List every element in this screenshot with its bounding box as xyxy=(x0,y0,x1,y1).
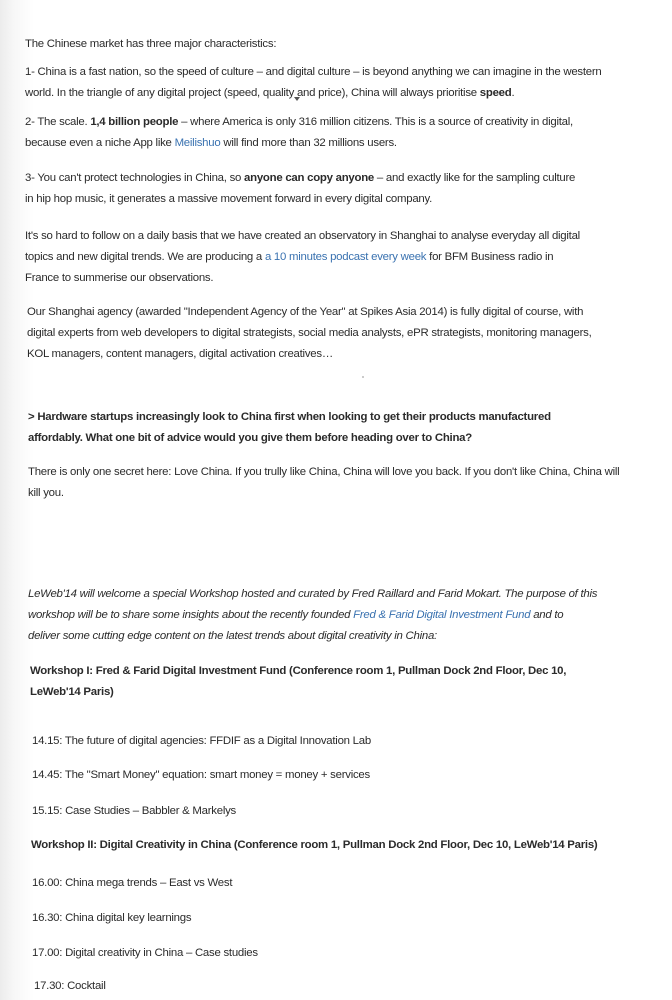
workshop-2-item: 17.30: Cocktail xyxy=(34,980,106,992)
agency-paragraph: Our Shanghai agency (awarded "Independent Agency of the Year" at Spikes Asia 2014) is fully digital of course, with digital experts from web developers to digital strategists, social media analysts, ePR strategists, monitoring managers, KOL managers, content managers, digital activation creatives… xyxy=(27,306,592,360)
point-3 xyxy=(25,168,585,210)
point-1-bold: speed xyxy=(479,87,512,99)
point-1 xyxy=(25,62,615,104)
workshop-1-item: 14.45: The "Smart Money" equation: smart money = money + services xyxy=(32,769,370,781)
investment-fund-link[interactable]: Fred & Farid Digital Investment Fund xyxy=(353,609,531,621)
observatory-paragraph xyxy=(25,226,585,289)
point-2-post: will find more than 32 millions users. xyxy=(220,137,397,149)
observatory-pre: It's so hard to follow on a daily basis that we have created an observatory in Shanghai to analyse everyday all digital topics and new digital trends. We are producing a xyxy=(25,230,580,263)
leweb-post: and to deliver some cutting edge content on the latest trends about digital creativity in China: xyxy=(28,609,564,642)
scan-speck xyxy=(362,376,364,378)
workshop-1-title: Workshop I: Fred & Farid Digital Investment Fund (Conference room 1, Pullman Dock 2nd Floor, Dec 10, LeWeb'14 Paris) xyxy=(30,665,567,698)
podcast-link[interactable]: a 10 minutes podcast every week xyxy=(264,251,427,263)
workshop-1-item: 15.15: Case Studies – Babbler & Markelys xyxy=(32,805,237,817)
point-3-pre: 3- You can't protect technologies in China, so xyxy=(25,172,245,184)
point-2-pre: 2- The scale. xyxy=(25,116,91,128)
leweb-paragraph xyxy=(28,584,598,647)
workshop-1-item: 14.15: The future of digital agencies: FFDIF as a Digital Innovation Lab xyxy=(32,735,371,747)
point-2-bold: 1,4 billion people xyxy=(90,116,179,128)
meilishuo-link[interactable]: Meilishuo xyxy=(174,137,221,149)
workshop-2-item: 16.30: China digital key learnings xyxy=(32,912,192,924)
leweb-pre: LeWeb'14 will welcome a special Workshop hosted and curated by Fred Raillard and Farid Mokart. The purpose of this workshop will be to share some insights about the recently founded xyxy=(28,588,598,621)
point-3-bold: anyone can copy anyone xyxy=(244,172,374,184)
interview-answer: There is only one secret here: Love China. If you trully like China, China will love you back. If you don't like China, China will kill you. xyxy=(28,466,620,499)
point-1-end: . xyxy=(511,87,515,99)
workshop-2-item: 17.00: Digital creativity in China – Case studies xyxy=(32,947,258,959)
observatory-post: for BFM Business radio in France to summerise our observations. xyxy=(25,251,554,284)
point-2 xyxy=(25,112,585,154)
point-2-mid: – where America is only 316 million citizens. This is a source of creativity in digital, because even a niche App like xyxy=(25,116,573,149)
point-3-post: – and exactly like for the sampling culture in hip hop music, it generates a massive movement forward in every digital company. xyxy=(25,172,576,205)
point-1-text: 1- China is a fast nation, so the speed of culture – and digital culture – is beyond anything we can imagine in the western world. In the triangle of any digital project (speed, quality and price), China will always prioritise xyxy=(25,66,602,99)
workshop-2-item: 16.00: China mega trends – East vs West xyxy=(32,877,233,889)
intro-text: The Chinese market has three major characteristics: xyxy=(25,38,277,50)
workshop-2-title: Workshop II: Digital Creativity in China (Conference room 1, Pullman Dock 2nd Floor, Dec 10, LeWeb'14 Paris) xyxy=(31,839,598,851)
interview-question: > Hardware startups increasingly look to China first when looking to get their products manufactured affordably. What one bit of advice would you give them before heading over to China? xyxy=(28,411,551,444)
scan-mark-icon xyxy=(294,97,300,101)
